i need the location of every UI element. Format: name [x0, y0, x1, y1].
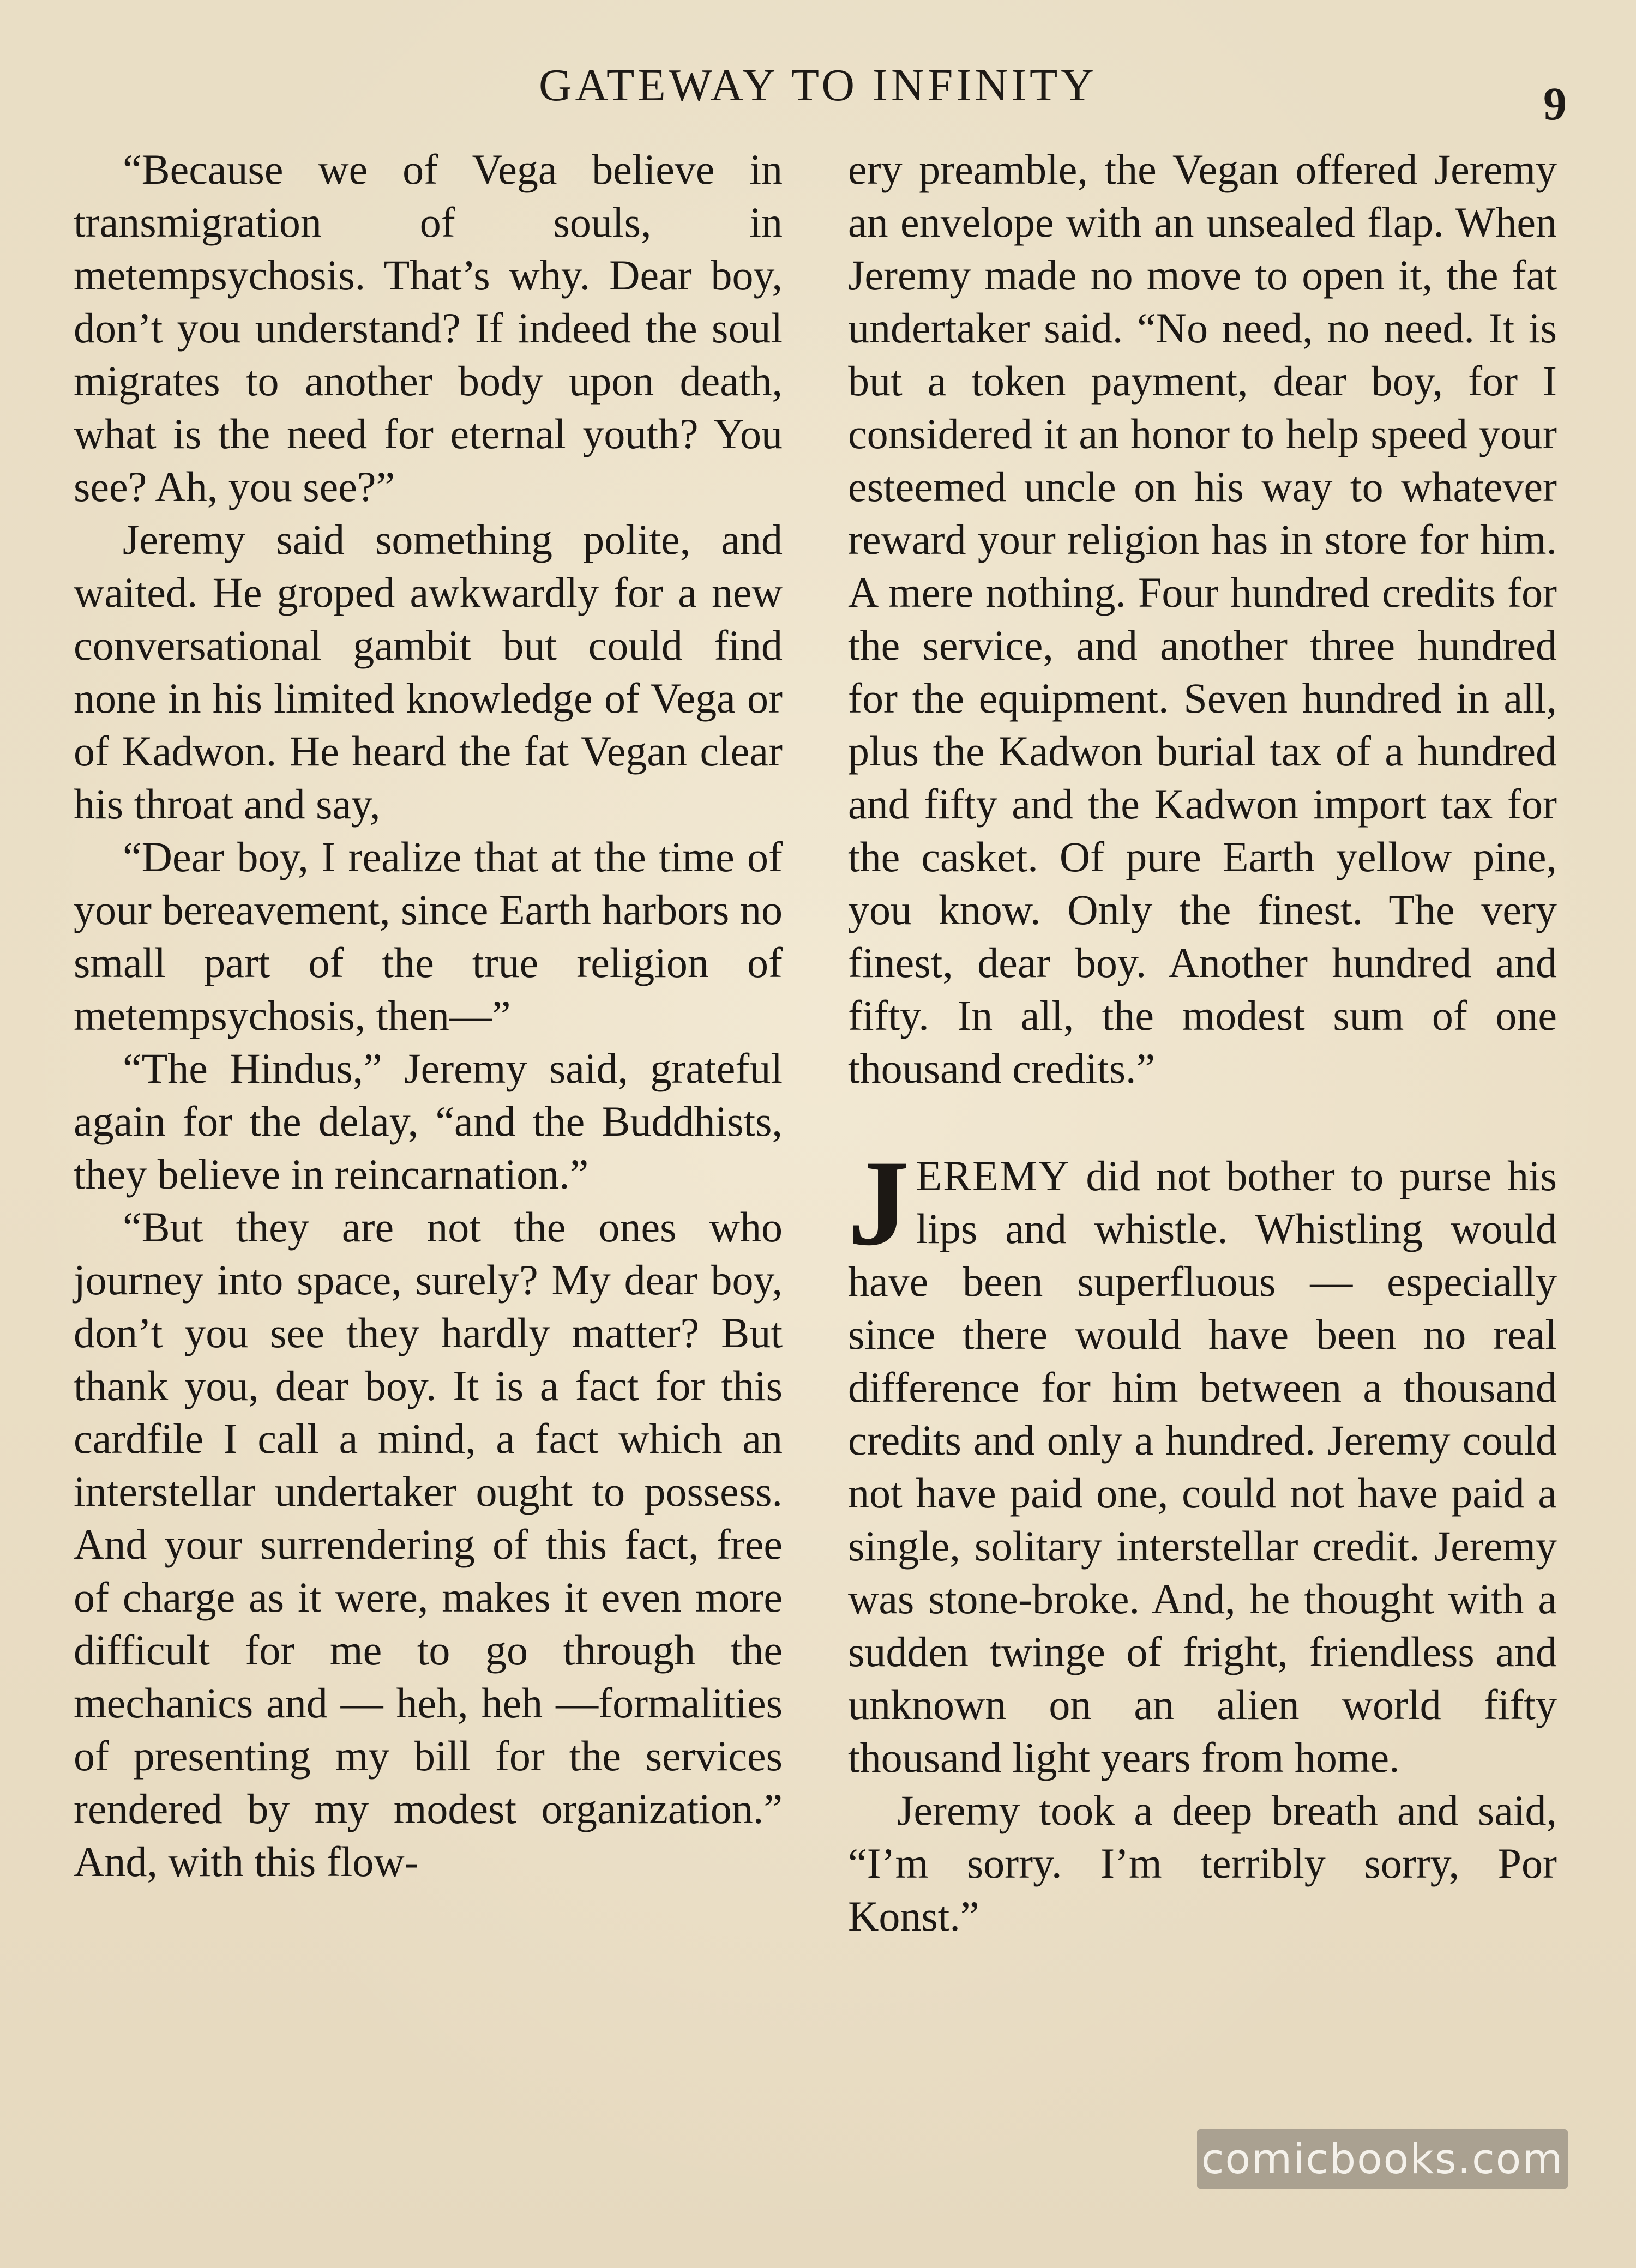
watermark: comicbooks.com: [1197, 2129, 1568, 2189]
section-break: [848, 1095, 1557, 1149]
running-title: GATEWAY TO INFINITY: [539, 60, 1097, 111]
right-column: [848, 143, 1557, 1943]
left-column: [74, 143, 783, 1888]
paragraph: “But they are not the ones who journey into space, surely? My dear boy, don’t you see they hardly matter? But thank you, dear boy. It is a fact for this cardfile I call a mind, a fact which an interstellar undertaker ought to possess. And your surrendering of this fact, free of charge as it were, makes it even more difficult for me to go through the mechanics and — heh, heh —formalities of presenting my bill for the services rendered by my modest organization.” And, with this flow-: [74, 1203, 783, 1885]
paragraph: Jeremy took a deep breath and said, “I’m sorry. I’m terribly sorry, Por Konst.”: [848, 1787, 1557, 1940]
paragraph: “Because we of Vega believe in transmigration of souls, in metempsychosis. That’s why. Dear boy, don’t you understand? If indeed the soul migrates to another body upon death, what is the need for eternal youth? You see? Ah, you see?”: [74, 146, 783, 510]
page-number: 9: [1543, 77, 1567, 130]
drop-cap: J: [848, 1135, 910, 1271]
paragraph-text: did not bother to purse his lips and whistle. Whistling would have been superfluous — especially since there would have been no real difference for him between a thousand credits and only a hundred. Jeremy could not have paid one, could not have paid a single, solitary interstellar credit. Jeremy was stone-broke. And, he thought with a sudden twinge of fright, friendless and unknown on an alien world fifty thousand light years from home.: [848, 1152, 1557, 1781]
small-caps-lead: EREMY: [916, 1152, 1070, 1199]
paragraph-continued: ery preamble, the Vegan offered Jeremy an envelope with an unsealed flap. When Jeremy made no move to open it, the fat undertaker said. “No need, no need. It is but a token payment, dear boy, for I considered it an honor to help speed your esteemed uncle on his way to whatever reward your religion has in store for him. A mere nothing. Four hundred credits for the service, and another three hundred for the equipment. Seven hundred in all, plus the Kadwon burial tax of a hundred and fifty and the Kadwon import tax for the casket. Of pure Earth yellow pine, you know. Only the finest. The very finest, dear boy. Another hundred and fifty. In all, the modest sum of one thousand credits.”: [848, 146, 1557, 1092]
paragraph: “Dear boy, I realize that at the time of your bereavement, since Earth harbors no small part of the true religion of metempsychosis, then—”: [74, 833, 783, 1039]
paragraph: “The Hindus,” Jeremy said, grateful again for the delay, “and the Buddhists, they believe in reincarnation.”: [74, 1045, 783, 1198]
paragraph: Jeremy said something polite, and waited. He groped awkwardly for a new conversational gambit but could find none in his limited knowledge of Vega or of Kadwon. He heard the fat Vegan clear his throat and say,: [74, 516, 783, 828]
paragraph-section-start: [848, 1135, 1557, 1784]
